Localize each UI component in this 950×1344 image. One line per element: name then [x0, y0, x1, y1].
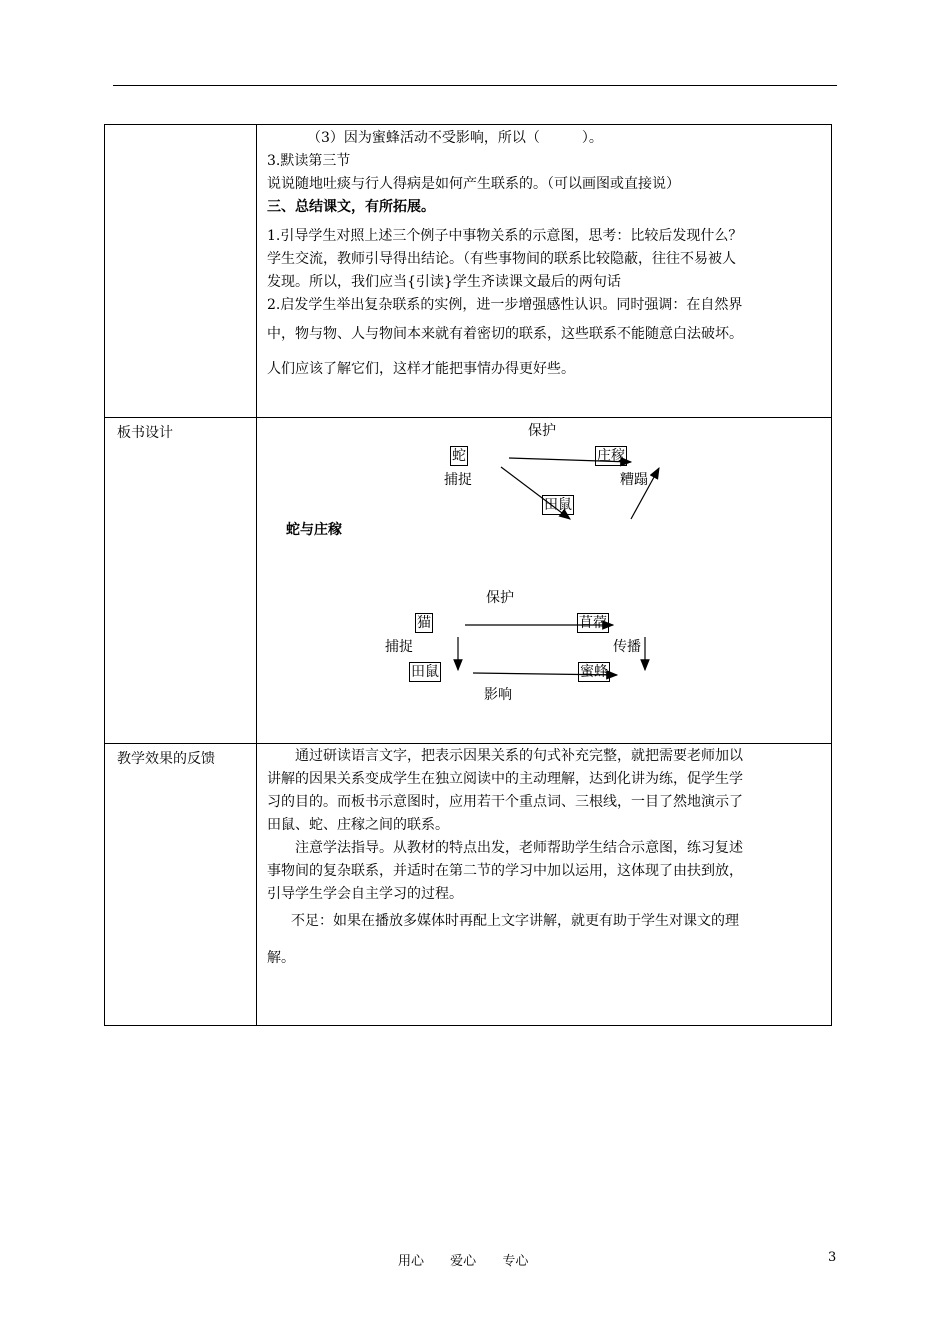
- node-crop: 庄稼: [597, 448, 625, 464]
- node-clover: 苜蓿: [579, 615, 607, 631]
- text-line: 注意学法指导。从教材的特点出发，老师帮助学生结合示意图，练习复述: [295, 840, 743, 856]
- node-snake: 蛇: [452, 448, 466, 464]
- row-label: 教学效果的反馈: [105, 744, 257, 1026]
- label-spread: 传播: [613, 639, 641, 655]
- row-label-empty: [105, 125, 257, 418]
- footer-motto: [398, 1250, 550, 1269]
- label-protect: 保护: [528, 423, 556, 439]
- text-line: 学生交流，教师引导得出结论。（有些事物间的联系比较隐蔽，往往不易被人: [267, 251, 736, 267]
- label-trample: 糟蹋: [620, 472, 648, 488]
- label-catch: 捕捉: [385, 639, 413, 655]
- text-line: 3.默读第三节: [267, 153, 351, 169]
- diagram-title: 蛇与庄稼: [286, 522, 342, 538]
- summary-content: [257, 125, 832, 418]
- text-line: 发现。所以，我们应当{引读}学生齐读课文最后的两句话: [267, 274, 621, 290]
- motto-word: 爱心: [450, 1254, 477, 1269]
- text-line: 1.引导学生对照上述三个例子中事物关系的示意图，思考：比较后发现什么？: [267, 228, 743, 244]
- motto-word: 专心: [502, 1254, 529, 1269]
- node-cat: 猫: [417, 615, 431, 631]
- node-rat: 田鼠: [411, 664, 439, 680]
- text-line: 事物间的复杂联系，并适时在第二节的学习中加以运用，这体现了由扶到放，: [267, 863, 743, 879]
- label-catch: 捕捉: [444, 472, 472, 488]
- row-label: 板书设计: [105, 418, 257, 744]
- board-design: [257, 418, 832, 744]
- motto-word: 用心: [398, 1254, 425, 1269]
- text-line: 田鼠、蛇、庄稼之间的联系。: [267, 817, 449, 833]
- text-line: 2.启发学生举出复杂联系的实例，进一步增强感性认识。同时强调：在自然界: [267, 297, 743, 313]
- text-line: 引导学生学会自主学习的过程。: [267, 886, 463, 902]
- text-line: 通过研读语言文字，把表示因果关系的句式补充完整，就把需要老师加以: [295, 748, 743, 764]
- table-row: [105, 125, 832, 418]
- text-line: （3）因为蜜蜂活动不受影响，所以（ ）。: [307, 130, 603, 146]
- diagram-arrows: [257, 418, 831, 740]
- label-affect: 影响: [484, 687, 512, 703]
- text-line: 讲解的因果关系变成学生在独立阅读中的主动理解，达到化讲为练，促学生学: [267, 771, 743, 787]
- text-line: 解。: [267, 950, 295, 966]
- text-line: 不足：如果在播放多媒体时再配上文字讲解，就更有助于学生对课文的理: [291, 913, 739, 929]
- text-line: 习的目的。而板书示意图时，应用若干个重点词、三根线，一目了然地演示了: [267, 794, 743, 810]
- section-heading: 三、总结课文，有所拓展。: [267, 199, 435, 215]
- board-diagram: [257, 418, 831, 740]
- text-line: 说说随地吐痰与行人得病是如何产生联系的。（可以画图或直接说）: [267, 176, 680, 192]
- lesson-table: [104, 124, 832, 1026]
- header-rule: [113, 85, 837, 86]
- feedback-content: [257, 744, 832, 1026]
- node-bee: 蜜蜂: [580, 664, 608, 680]
- label-protect: 保护: [486, 590, 514, 606]
- node-rat: 田鼠: [544, 497, 572, 513]
- text-line: 人们应该了解它们，这样才能把事情办得更好些。: [267, 361, 575, 377]
- page-number: 3: [828, 1250, 837, 1265]
- table-row: [105, 418, 832, 744]
- text-line: 中，物与物、人与物间本来就有着密切的联系，这些联系不能随意白法破坏。: [267, 326, 743, 342]
- table-row: [105, 744, 832, 1026]
